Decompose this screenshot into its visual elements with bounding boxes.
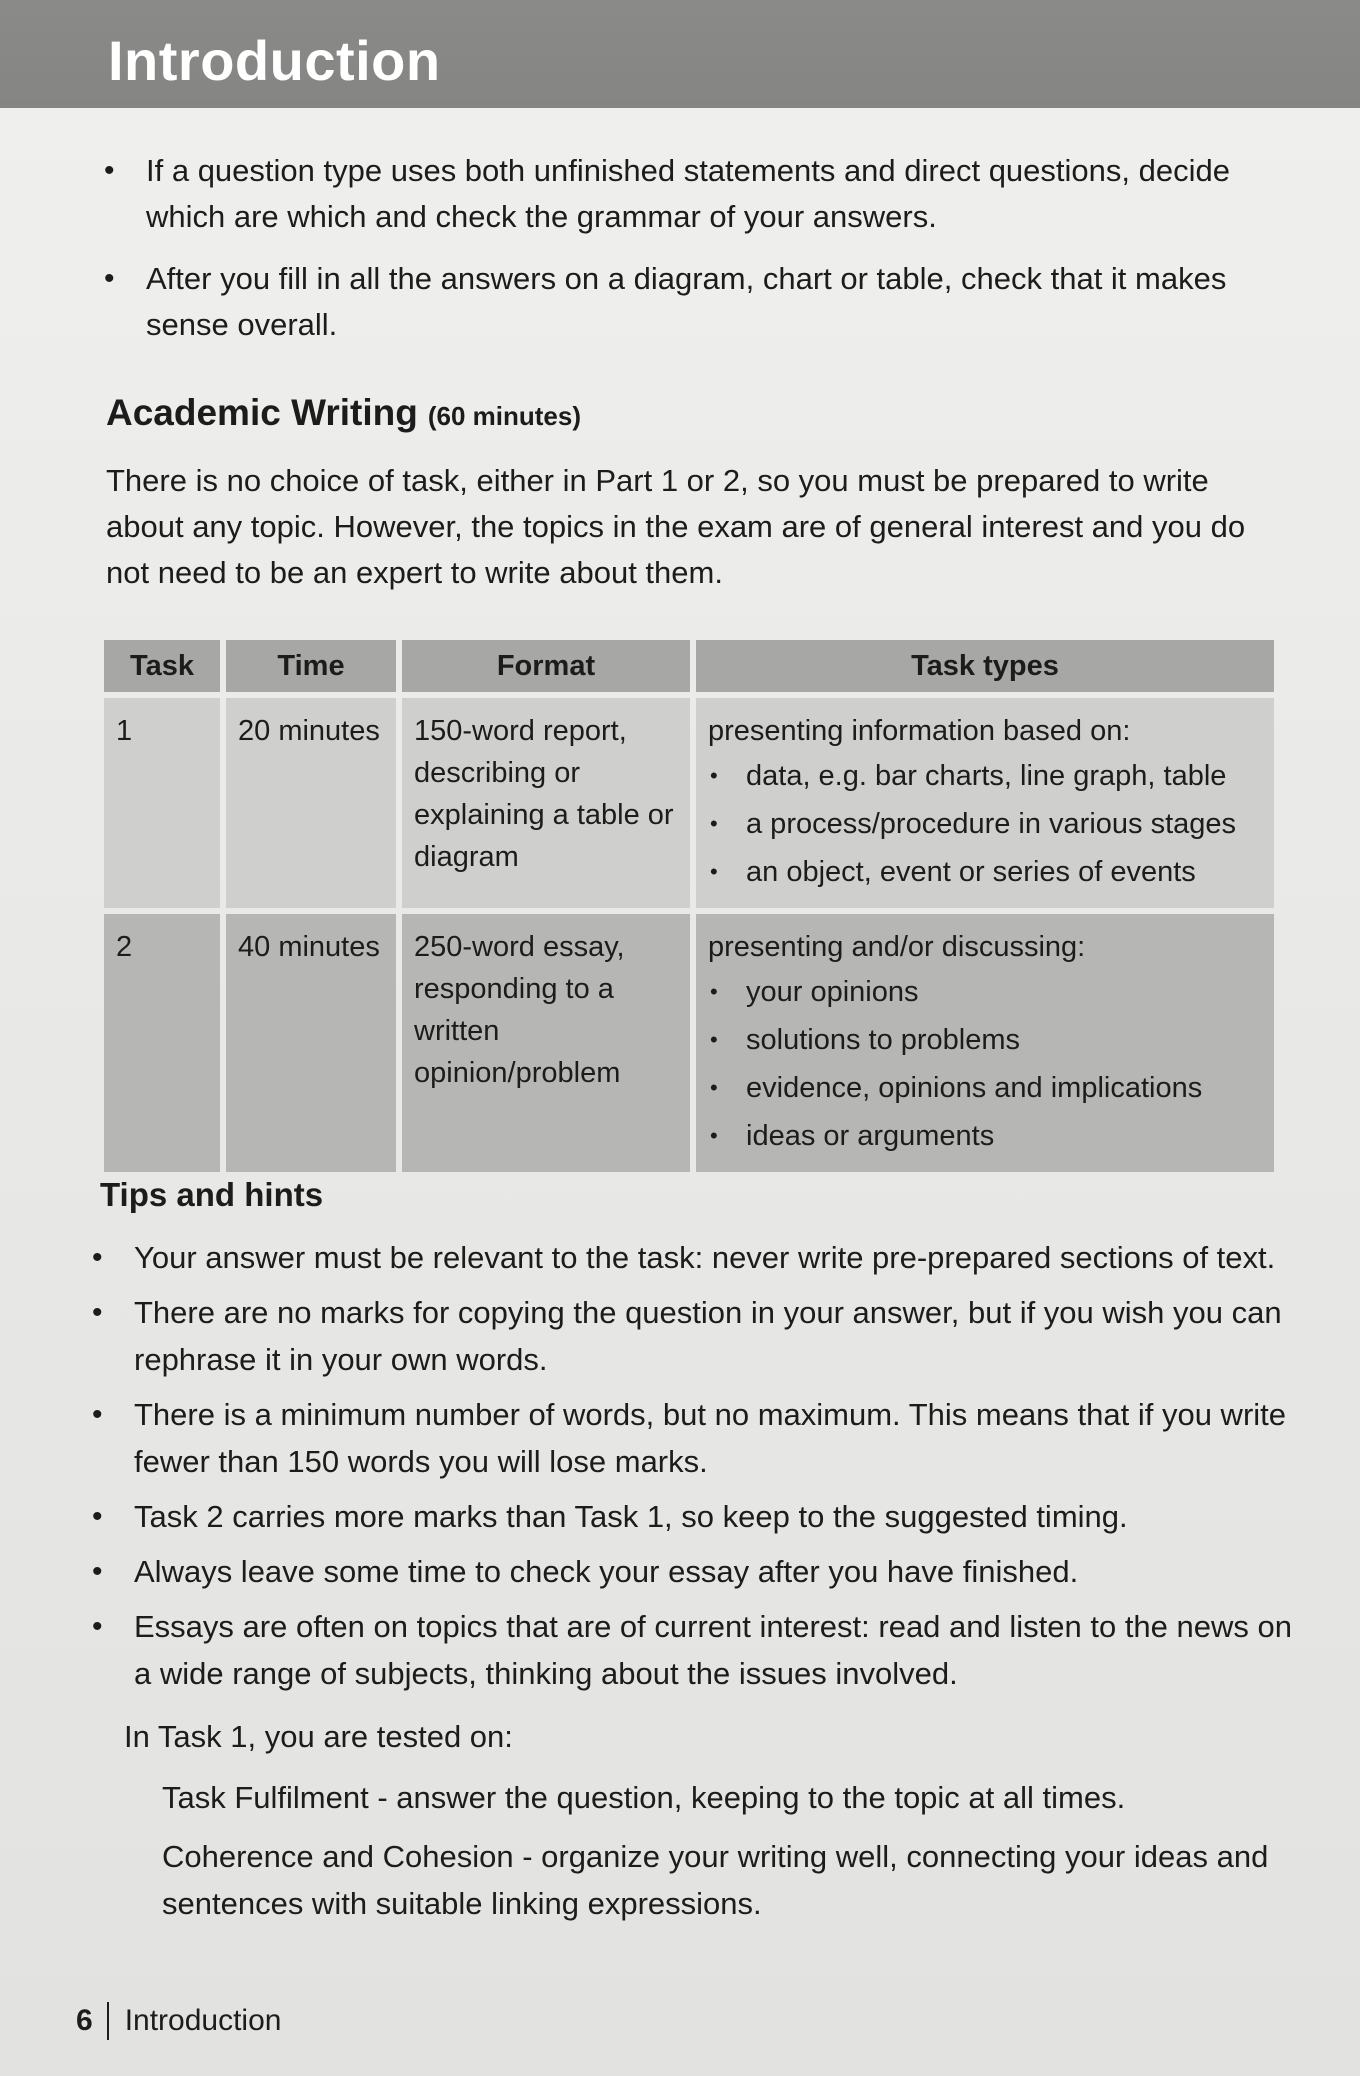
- page-footer: [76, 2002, 281, 2040]
- list-item: • your opinions: [708, 968, 1262, 1016]
- page-title: Introduction: [108, 29, 441, 92]
- list-item: • Task 2 carries more marks than Task 1, so keep to the suggested timing.: [92, 1493, 1292, 1540]
- list-item: • ideas or arguments: [708, 1112, 1262, 1160]
- cell-time: 40 minutes: [226, 914, 396, 1172]
- task-types-list: [708, 968, 1262, 1160]
- page-number: 6: [76, 2004, 93, 2037]
- cell-format: 250-word essay, responding to a written opinion/problem: [402, 914, 690, 1172]
- cell-task-types: [696, 914, 1274, 1172]
- footer-divider: [107, 2002, 109, 2040]
- cell-task-types: [696, 698, 1274, 908]
- cell-task: 1: [104, 698, 220, 908]
- list-item: • After you fill in all the answers on a diagram, chart or table, check that it makes sense overall.: [104, 256, 1264, 348]
- cell-task: 2: [104, 914, 220, 1172]
- list-item: • data, e.g. bar charts, line graph, table: [708, 752, 1262, 800]
- column-header-task-types: Task types: [696, 640, 1274, 692]
- table-row: [104, 698, 1274, 908]
- writing-intro-paragraph: There is no choice of task, either in Part 1 or 2, so you must be prepared to write about any topic. However, the topics in the exam are of general interest and you do not need to be an expert to write about them.: [106, 463, 1246, 590]
- section-heading-academic-writing: [106, 392, 581, 434]
- task-types-intro: presenting information based on:: [708, 715, 1131, 747]
- tips-list: [92, 1234, 1292, 1705]
- cell-time: 20 minutes: [226, 698, 396, 908]
- writing-task-table: [98, 634, 1280, 1178]
- list-item: • evidence, opinions and implications: [708, 1064, 1262, 1112]
- list-item: • solutions to problems: [708, 1016, 1262, 1064]
- assessment-criteria-list: [162, 1774, 1282, 1939]
- footer-section-label: Introduction: [124, 2004, 282, 2037]
- column-header-time: Time: [226, 640, 396, 692]
- list-item: • Always leave some time to check your essay after you have finished.: [92, 1548, 1292, 1595]
- list-item: • a process/procedure in various stages: [708, 800, 1262, 848]
- list-item: • There is a minimum number of words, but no maximum. This means that if you write fewer than 150 words you will lose marks.: [92, 1391, 1292, 1485]
- list-item: • Your answer must be relevant to the task: never write pre-prepared sections of text.: [92, 1234, 1292, 1281]
- tested-on-intro: In Task 1, you are tested on:: [124, 1719, 513, 1754]
- list-item: • an object, event or series of events: [708, 848, 1262, 896]
- cell-format: 150-word report, describing or explaining a table or diagram: [402, 698, 690, 908]
- column-header-format: Format: [402, 640, 690, 692]
- table-header-row: [104, 640, 1274, 692]
- list-item: Task Fulfilment - answer the question, keeping to the topic at all times.: [162, 1780, 1126, 1815]
- table-row: [104, 914, 1274, 1172]
- task-types-list: [708, 752, 1262, 896]
- section-heading-text: Academic Writing: [106, 392, 418, 433]
- reading-tips-list: [104, 148, 1264, 364]
- tips-heading: Tips and hints: [100, 1176, 324, 1213]
- section-duration: (60 minutes): [427, 401, 581, 431]
- list-item: Coherence and Cohesion - organize your writing well, connecting your ideas and sentences with suitable linking expressions.: [162, 1839, 1269, 1921]
- task-types-intro: presenting and/or discussing:: [708, 931, 1086, 963]
- list-item: • If a question type uses both unfinished statements and direct questions, decide which are which and check the grammar of your answers.: [104, 148, 1264, 240]
- list-item: • There are no marks for copying the question in your answer, but if you wish you can rephrase it in your own words.: [92, 1289, 1292, 1383]
- column-header-task: Task: [104, 640, 220, 692]
- list-item: • Essays are often on topics that are of current interest: read and listen to the news on a wide range of subjects, thinking about the issues involved.: [92, 1603, 1292, 1697]
